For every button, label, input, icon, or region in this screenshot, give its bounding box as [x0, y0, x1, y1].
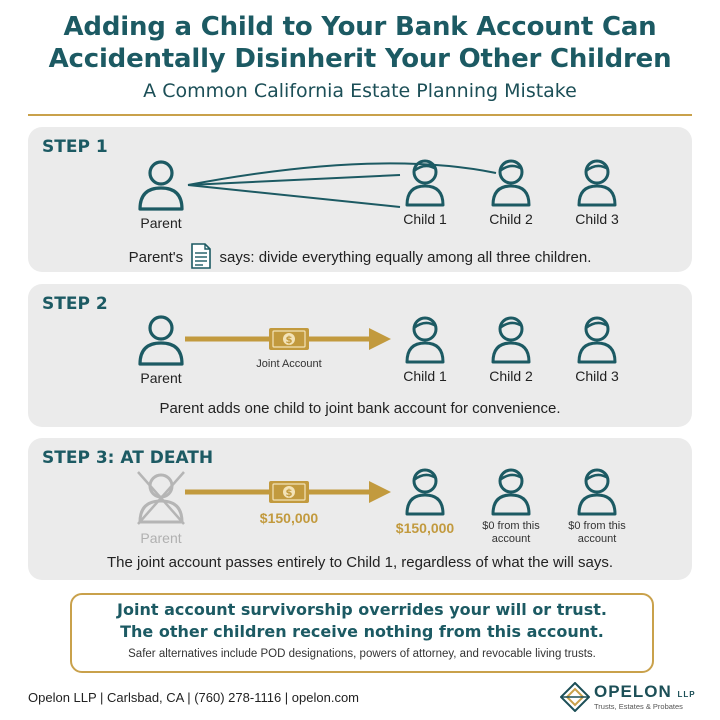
- child-1-label: Child 1: [403, 368, 447, 384]
- step-2-label: STEP 2: [42, 294, 108, 314]
- header-divider: [28, 114, 692, 116]
- step-2-child-3: [552, 314, 642, 384]
- step-3-caption: The joint account passes entirely to Child 1, regardless of what the will says.: [106, 554, 614, 571]
- step-3-panel: [28, 438, 692, 580]
- crossed-out-person-icon: [134, 468, 188, 528]
- caption-prefix: Parent's: [128, 249, 184, 266]
- parent-label: Parent: [140, 530, 182, 546]
- footer-contact: Opelon LLP | Carlsbad, CA | (760) 278-1116 | opelon.com: [28, 690, 359, 705]
- step-1-panel: [28, 127, 692, 272]
- step-2-panel: [28, 284, 692, 427]
- parent-label: Parent: [140, 215, 182, 231]
- logo-suffix: LLP: [677, 690, 696, 699]
- opelon-logo: [560, 680, 710, 716]
- child-2-note: $0 from this account: [482, 520, 540, 545]
- svg-text:$: $: [285, 488, 293, 499]
- step-3-child-1: [380, 466, 470, 536]
- child-2-label: Child 2: [489, 211, 533, 227]
- person-icon: [136, 312, 186, 368]
- callout-line-3: Safer alternatives include POD designations, powers of attorney, and revocable living trusts.: [128, 648, 596, 660]
- child-3-label: Child 3: [575, 211, 619, 227]
- person-icon: [575, 157, 619, 209]
- money-icon: [268, 480, 310, 504]
- step-1-child-2: [466, 157, 556, 227]
- step-2-child-1: [380, 314, 470, 384]
- logo-name: OPELON LLP: [594, 682, 696, 701]
- step-2-caption: Parent adds one child to joint bank account for convenience.: [159, 400, 561, 417]
- person-icon: [489, 157, 533, 209]
- transfer-amount: $150,000: [259, 510, 319, 526]
- child-2-label: Child 2: [489, 368, 533, 384]
- person-icon: [575, 314, 619, 366]
- person-icon: [489, 466, 533, 518]
- child-3-note: $0 from this account: [568, 520, 626, 545]
- person-icon: [575, 466, 619, 518]
- warning-callout: [70, 593, 654, 673]
- callout-line-2: The other children receive nothing from this account.: [120, 622, 604, 641]
- will-document-icon: [190, 243, 212, 269]
- person-icon: [403, 157, 447, 209]
- step-3-label: STEP 3: AT DEATH: [42, 448, 214, 468]
- child-1-amount: $150,000: [395, 520, 455, 536]
- child-3-label: Child 3: [575, 368, 619, 384]
- svg-text:$: $: [285, 335, 293, 346]
- person-icon: [403, 466, 447, 518]
- child-1-label: Child 1: [403, 211, 447, 227]
- step-1-child-1: [380, 157, 470, 227]
- step-2-child-2: [466, 314, 556, 384]
- logo-tagline: Trusts, Estates & Probates: [594, 702, 683, 711]
- step-1-label: STEP 1: [42, 137, 108, 157]
- title-line-2: Accidentally Disinherit Your Other Children: [48, 44, 672, 74]
- callout-line-1: Joint account survivorship overrides your will or trust.: [117, 600, 607, 619]
- step-3-child-3: [552, 466, 642, 546]
- title-line-1: Adding a Child to Your Bank Account Can: [63, 12, 657, 42]
- caption-suffix: says: divide everything equally among all three children.: [219, 249, 592, 266]
- money-icon: [268, 327, 310, 351]
- step-3-child-2: [466, 466, 556, 546]
- step-1-child-3: [552, 157, 642, 227]
- opelon-logo-icon: [560, 682, 590, 712]
- subtitle: A Common California Estate Planning Mistake: [143, 80, 577, 102]
- parent-label: Parent: [140, 370, 182, 386]
- person-icon: [403, 314, 447, 366]
- person-icon: [489, 314, 533, 366]
- joint-account-label: Joint Account: [256, 358, 322, 370]
- step-1-caption: [28, 243, 692, 269]
